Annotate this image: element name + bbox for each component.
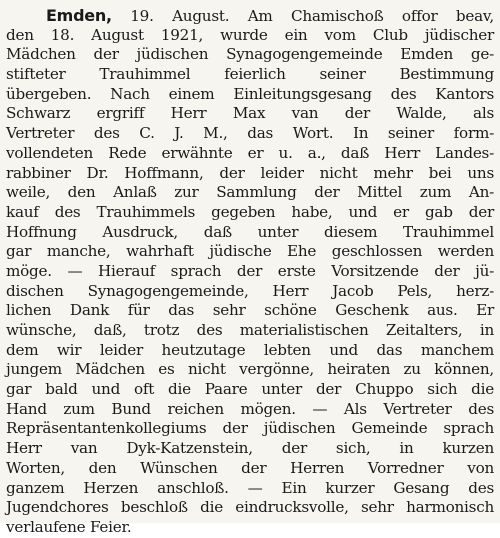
article-line-7: Vertreter des C. J. M., das Wort. In seiner form- (6, 124, 494, 143)
article-line-18: dem wir leider heutzutage lebten und das manchem (6, 340, 494, 359)
article-line-22: Repräsentantenkollegiums der jüdischen Gemeinde sprach (6, 419, 494, 438)
article-line-2: den 18. August 1921, wurde ein vom Club jüdischer (6, 25, 494, 44)
dateline-place: Emden, (46, 6, 112, 25)
article-line-12: Hoffnung Ausdruck, daß unter diesem Trauhimmel (6, 222, 494, 241)
article-line-16: lichen Dank für das sehr schöne Geschenk aus. Er (6, 301, 494, 320)
article-line-23: Herr van Dyk-Katzenstein, der sich, in kurzen (6, 439, 494, 458)
article-line-8: vollendeten Rede erwähnte er u. a., daß Herr Landes- (6, 143, 494, 162)
article-line-1-text: 19. August. Am Chamischoß offor beav, (111, 7, 494, 25)
article-line-15: dischen Synagogengemeinde, Herr Jacob Pels, herz- (6, 281, 494, 300)
article-body (6, 6, 494, 538)
article-line-21: Hand zum Bund reichen mögen. — Als Vertreter des (6, 399, 494, 418)
article-line-1 (6, 6, 494, 26)
article-line-14: möge. — Hierauf sprach der erste Vorsitzende der jü- (6, 261, 494, 280)
article-line-4: stifteter Trauhimmel feierlich seiner Bestimmung (6, 65, 494, 84)
article-line-19: jungem Mädchen es nicht vergönne, heiraten zu können, (6, 360, 494, 379)
article-line-25: ganzem Herzen anschloß. — Ein kurzer Gesang des (6, 478, 494, 497)
article-line-17: wünsche, daß, trotz des materialistischen Zeitalters, in (6, 321, 494, 339)
article-line-13: gar manche, wahrhaft jüdische Ehe geschlossen werden (6, 242, 494, 261)
article-line-5: übergeben. Nach einem Einleitungsgesang des Kantors (6, 84, 494, 103)
article-line-9: rabbiner Dr. Hoffmann, der leider nicht mehr bei uns (6, 163, 494, 182)
article-line-10: weile, den Anlaß zur Sammlung der Mittel zum An- (6, 183, 494, 202)
article-line-20: gar bald und oft die Paare unter der Chuppo sich die (6, 380, 494, 399)
article-line-6: Schwarz ergriff Herr Max van der Walde, als (6, 104, 494, 123)
article-line-11: kauf des Trauhimmels gegeben habe, und er gab der (6, 202, 494, 221)
article-line-26: Jugendchores beschloß die eindrucksvolle, sehr harmonisch (6, 498, 494, 517)
article-line-27: verlaufene Feier. (6, 517, 132, 536)
article-line-3: Mädchen der jüdischen Synagogengemeinde Emden ge- (6, 45, 494, 64)
article-line-24: Worten, den Wünschen der Herren Vorredner von (6, 458, 494, 477)
